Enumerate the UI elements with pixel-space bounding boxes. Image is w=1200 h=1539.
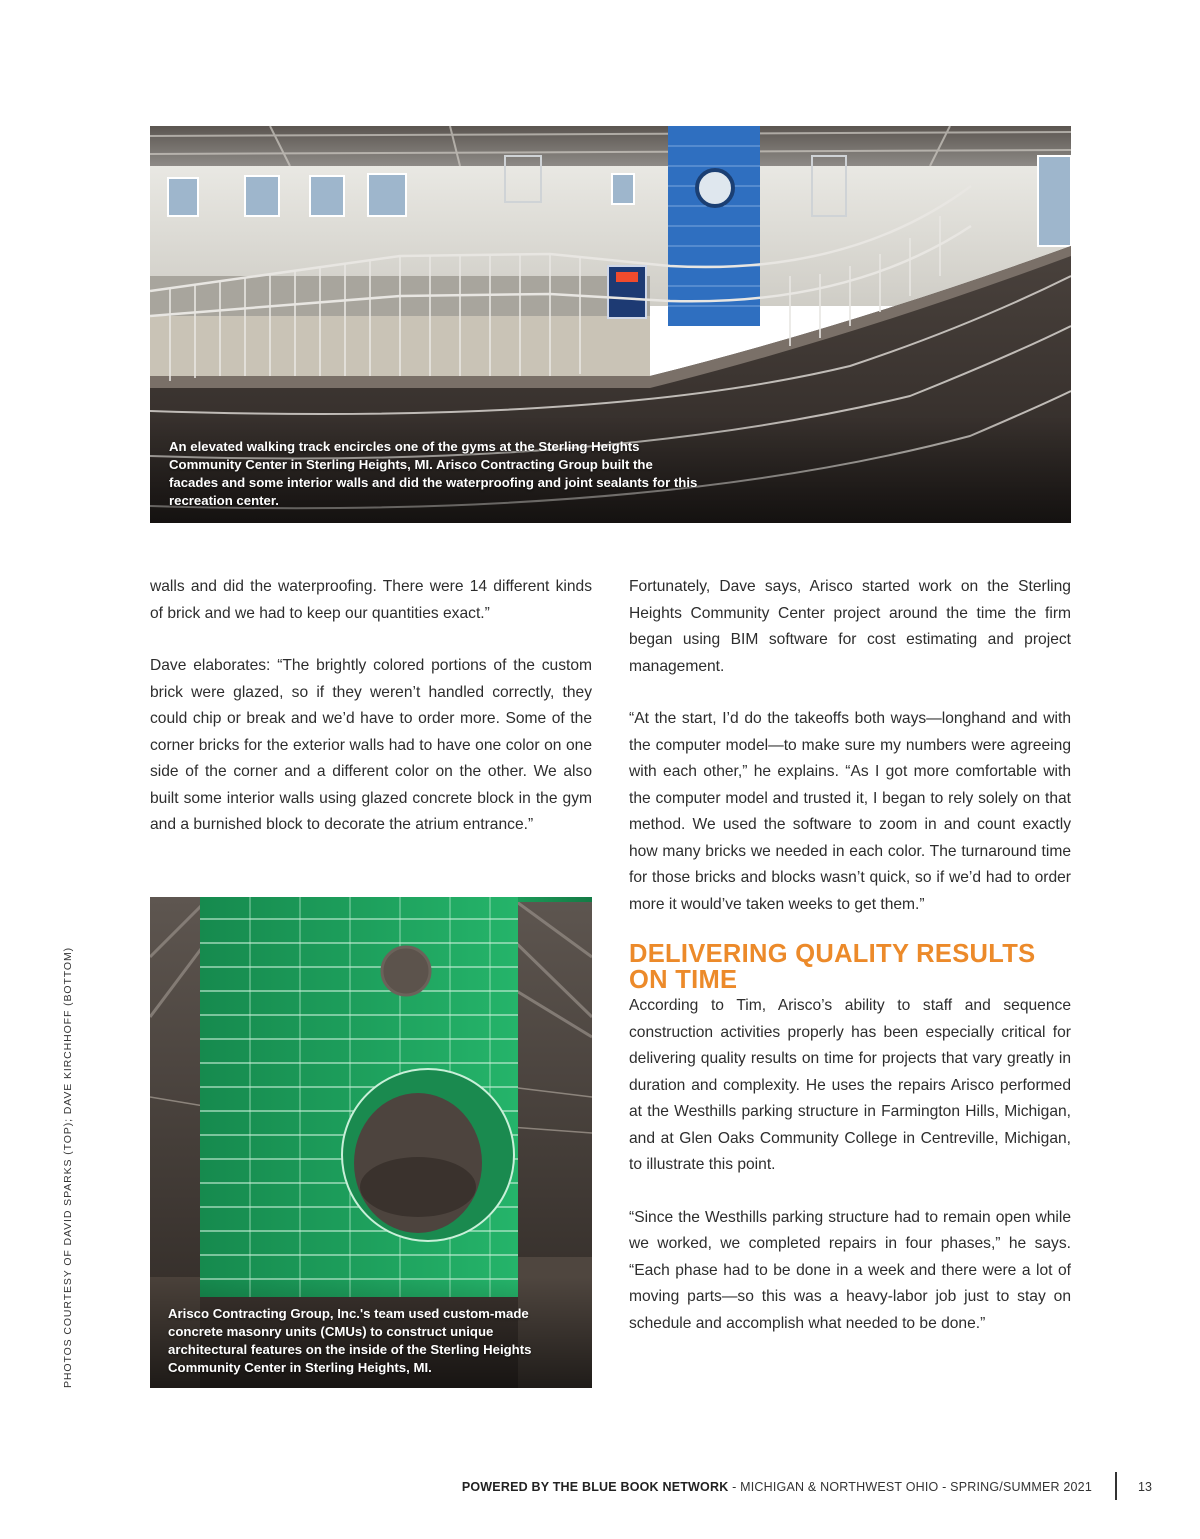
right-paragraph-3: According to Tim, Arisco’s ability to staff and sequence construction activities properly has been especially critical for delivering quality results on time for projects that vary greatly in duration and complexity. He uses the repairs Arisco performed at the Westhills parking structure in Farmington Hills, Michigan, and at Glen Oaks Community College in Centreville, Michigan, to illustrate this point. bbox=[629, 997, 1071, 1173]
right-text-column bbox=[629, 574, 1071, 1363]
footer-edition: - MICHIGAN & NORTHWEST OHIO - SPRING/SUMMER 2021 bbox=[728, 1480, 1092, 1494]
footer bbox=[462, 1480, 1092, 1494]
page-number: 13 bbox=[1138, 1480, 1152, 1494]
right-paragraph-1: Fortunately, Dave says, Arisco started work on the Sterling Heights Community Center project around the time the firm began using BIM software for cost estimating and project management. bbox=[629, 578, 1071, 675]
footer-divider bbox=[1115, 1472, 1117, 1500]
bottom-photo bbox=[150, 897, 592, 1388]
right-paragraph-2: “At the start, I’d do the takeoffs both ways—longhand and with the computer model—to make sure my numbers were agreeing with each other,” he explains. “As I got more comfortable with the computer model and trusted it, I began to rely solely on that method. We used the software to zoom in and count exactly how many bricks we needed in each color. The turnaround time for those bricks and blocks wasn’t quick, so if we’d had to order more it would’ve taken weeks to get them.” bbox=[629, 710, 1071, 913]
top-photo bbox=[150, 126, 1071, 523]
footer-network: POWERED BY THE BLUE BOOK NETWORK bbox=[461, 1480, 729, 1494]
left-text-column bbox=[150, 574, 592, 865]
right-paragraph-4: “Since the Westhills parking structure had to remain open while we worked, we completed repairs in four phases,” he says. “Each phase had to be done in a week and there were a lot of moving parts—so this was a heavy-labor job just to stay on schedule and accomplish what needed to be done.” bbox=[629, 1208, 1071, 1332]
left-paragraph-2: Dave elaborates: “The brightly colored portions of the custom brick were glazed, so if they weren’t handled correctly, they could chip or break and we’d have to order more. Some of the corner bricks for the exterior walls had to have one color on one side of the corner and a different color on the other. We also built some interior walls using glazed concrete block in the gym and a burnished block to decorate the atrium entrance.” bbox=[150, 657, 592, 833]
left-paragraph-1: walls and did the waterproofing. There were 14 different kinds of brick and we had to keep our quantities exact.” bbox=[150, 578, 592, 622]
bottom-photo-caption: Arisco Contracting Group, Inc.'s team used custom-made concrete masonry units (CMUs) to construct unique architectural features on the inside of the Sterling Heights Community Center in Sterling Heights, MI. bbox=[168, 1306, 532, 1375]
top-photo-caption: An elevated walking track encircles one of the gyms at the Sterling Heights Community Center in Sterling Heights, MI. Arisco Contracting Group built the facades and some interior walls and did the waterproofing and joint sealants for this recreation center. bbox=[169, 439, 698, 508]
photo-credit: PHOTOS COURTESY OF DAVID SPARKS (TOP); DAVE KIRCHHOFF (BOTTOM) bbox=[62, 946, 74, 1388]
section-heading: DELIVERING QUALITY RESULTS ON TIME bbox=[629, 940, 1036, 994]
